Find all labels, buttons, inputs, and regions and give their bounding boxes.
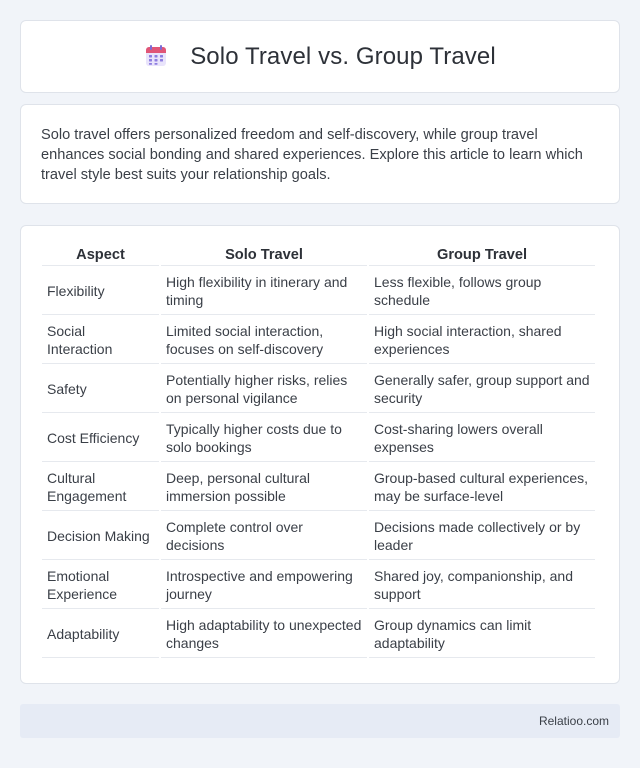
cell-group: High social interaction, shared experiences <box>369 317 595 364</box>
cell-group: Decisions made collectively or by leader <box>369 513 595 560</box>
cell-group: Group dynamics can limit adaptability <box>369 611 595 658</box>
page-title: Solo Travel vs. Group Travel <box>190 42 496 70</box>
calendar-icon <box>144 44 168 68</box>
comparison-table <box>40 244 597 660</box>
cell-aspect: Decision Making <box>42 513 159 560</box>
cell-solo: Deep, personal cultural immersion possible <box>161 464 367 511</box>
table-row <box>42 464 595 511</box>
header-solo-travel: Solo Travel <box>161 246 367 266</box>
intro-card <box>20 104 620 204</box>
cell-aspect: Safety <box>42 366 159 413</box>
table-row <box>42 317 595 364</box>
comparison-card <box>20 225 620 684</box>
cell-group: Shared joy, companionship, and support <box>369 562 595 609</box>
table-row <box>42 513 595 560</box>
cell-solo: Limited social interaction, focuses on self-discovery <box>161 317 367 364</box>
cell-aspect: Social Interaction <box>42 317 159 364</box>
table-row <box>42 268 595 315</box>
cell-aspect: Flexibility <box>42 268 159 315</box>
cell-solo: High adaptability to unexpected changes <box>161 611 367 658</box>
footer <box>20 704 620 738</box>
table-row <box>42 562 595 609</box>
footer-site-name[interactable]: Relatioo.com <box>538 714 609 728</box>
table-row <box>42 611 595 658</box>
cell-group: Group-based cultural experiences, may be surface-level <box>369 464 595 511</box>
cell-aspect: Adaptability <box>42 611 159 658</box>
header-aspect: Aspect <box>42 246 159 266</box>
intro-text: Solo travel offers personalized freedom and self-discovery, while group travel enhances social bonding and shared experiences. Explore this article to learn which travel style best suits your relationship goals. <box>41 127 583 183</box>
title-card <box>20 20 620 93</box>
cell-group: Cost-sharing lowers overall expenses <box>369 415 595 462</box>
cell-group: Less flexible, follows group schedule <box>369 268 595 315</box>
cell-aspect: Cultural Engagement <box>42 464 159 511</box>
table-row <box>42 415 595 462</box>
table-header-row <box>42 246 595 266</box>
table-row <box>42 366 595 413</box>
cell-solo: Introspective and empowering journey <box>161 562 367 609</box>
header-group-travel: Group Travel <box>369 246 595 266</box>
cell-solo: High flexibility in itinerary and timing <box>161 268 367 315</box>
cell-aspect: Cost Efficiency <box>42 415 159 462</box>
cell-group: Generally safer, group support and security <box>369 366 595 413</box>
cell-aspect: Emotional Experience <box>42 562 159 609</box>
cell-solo: Potentially higher risks, relies on personal vigilance <box>161 366 367 413</box>
cell-solo: Complete control over decisions <box>161 513 367 560</box>
cell-solo: Typically higher costs due to solo bookings <box>161 415 367 462</box>
